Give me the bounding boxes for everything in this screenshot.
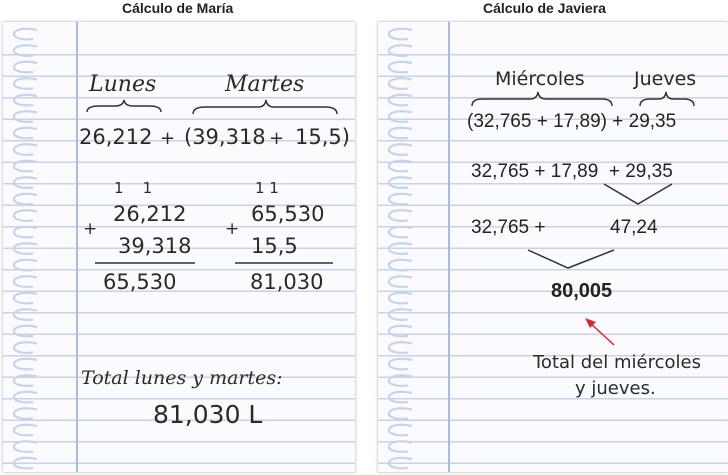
javiera-line1: (32,765 + 17,89) + 29,35 [467,111,677,132]
maria-sum2-top: 65,530 [251,202,325,226]
javiera-title: Cálculo de Javiera [483,0,606,16]
maria-notebook-page [3,22,355,472]
javiera-note-line2: y jueves. [575,378,656,399]
javiera-result: 80,005 [551,280,613,302]
maria-sum1-result: 65,530 [103,270,177,294]
maria-total-label: Total lunes y martes: [81,367,283,389]
maria-expr-plus1: + [160,128,176,149]
maria-expr-plus2: + [269,128,285,149]
javiera-notebook-page [378,22,728,472]
maria-expr-first: 26,212 [79,125,153,149]
maria-title: Cálculo de María [122,0,234,16]
javiera-line3-left: 32,765 + [471,217,546,238]
maria-day2-label: Martes [225,72,305,97]
maria-expr-close: 15,5) [295,125,350,149]
maria-sum1-bottom: 39,318 [118,234,192,258]
javiera-line3-right: 47,24 [610,217,658,238]
maria-sum2-result: 81,030 [250,270,324,294]
maria-sum2-operator: + [225,219,240,239]
maria-sum2-carries: 1 1 [255,179,279,197]
maria-total-value: 81,030 L [153,400,263,429]
maria-sum1-top: 26,212 [113,202,187,226]
maria-sum2-bottom: 15,5 [251,234,298,258]
maria-sum1-operator: + [83,219,98,239]
maria-day1-label: Lunes [89,72,157,97]
maria-expr-open: (39,318 [184,125,266,149]
javiera-braces-and-arrows [378,22,728,472]
javiera-note-line1: Total del miércoles [533,352,701,373]
javiera-day2-label: Jueves [634,68,697,90]
maria-sum1-carries: 1 1 [114,179,153,197]
javiera-line2: 32,765 + 17,89 + 29,35 [471,161,673,182]
javiera-day1-label: Miércoles [495,68,585,90]
